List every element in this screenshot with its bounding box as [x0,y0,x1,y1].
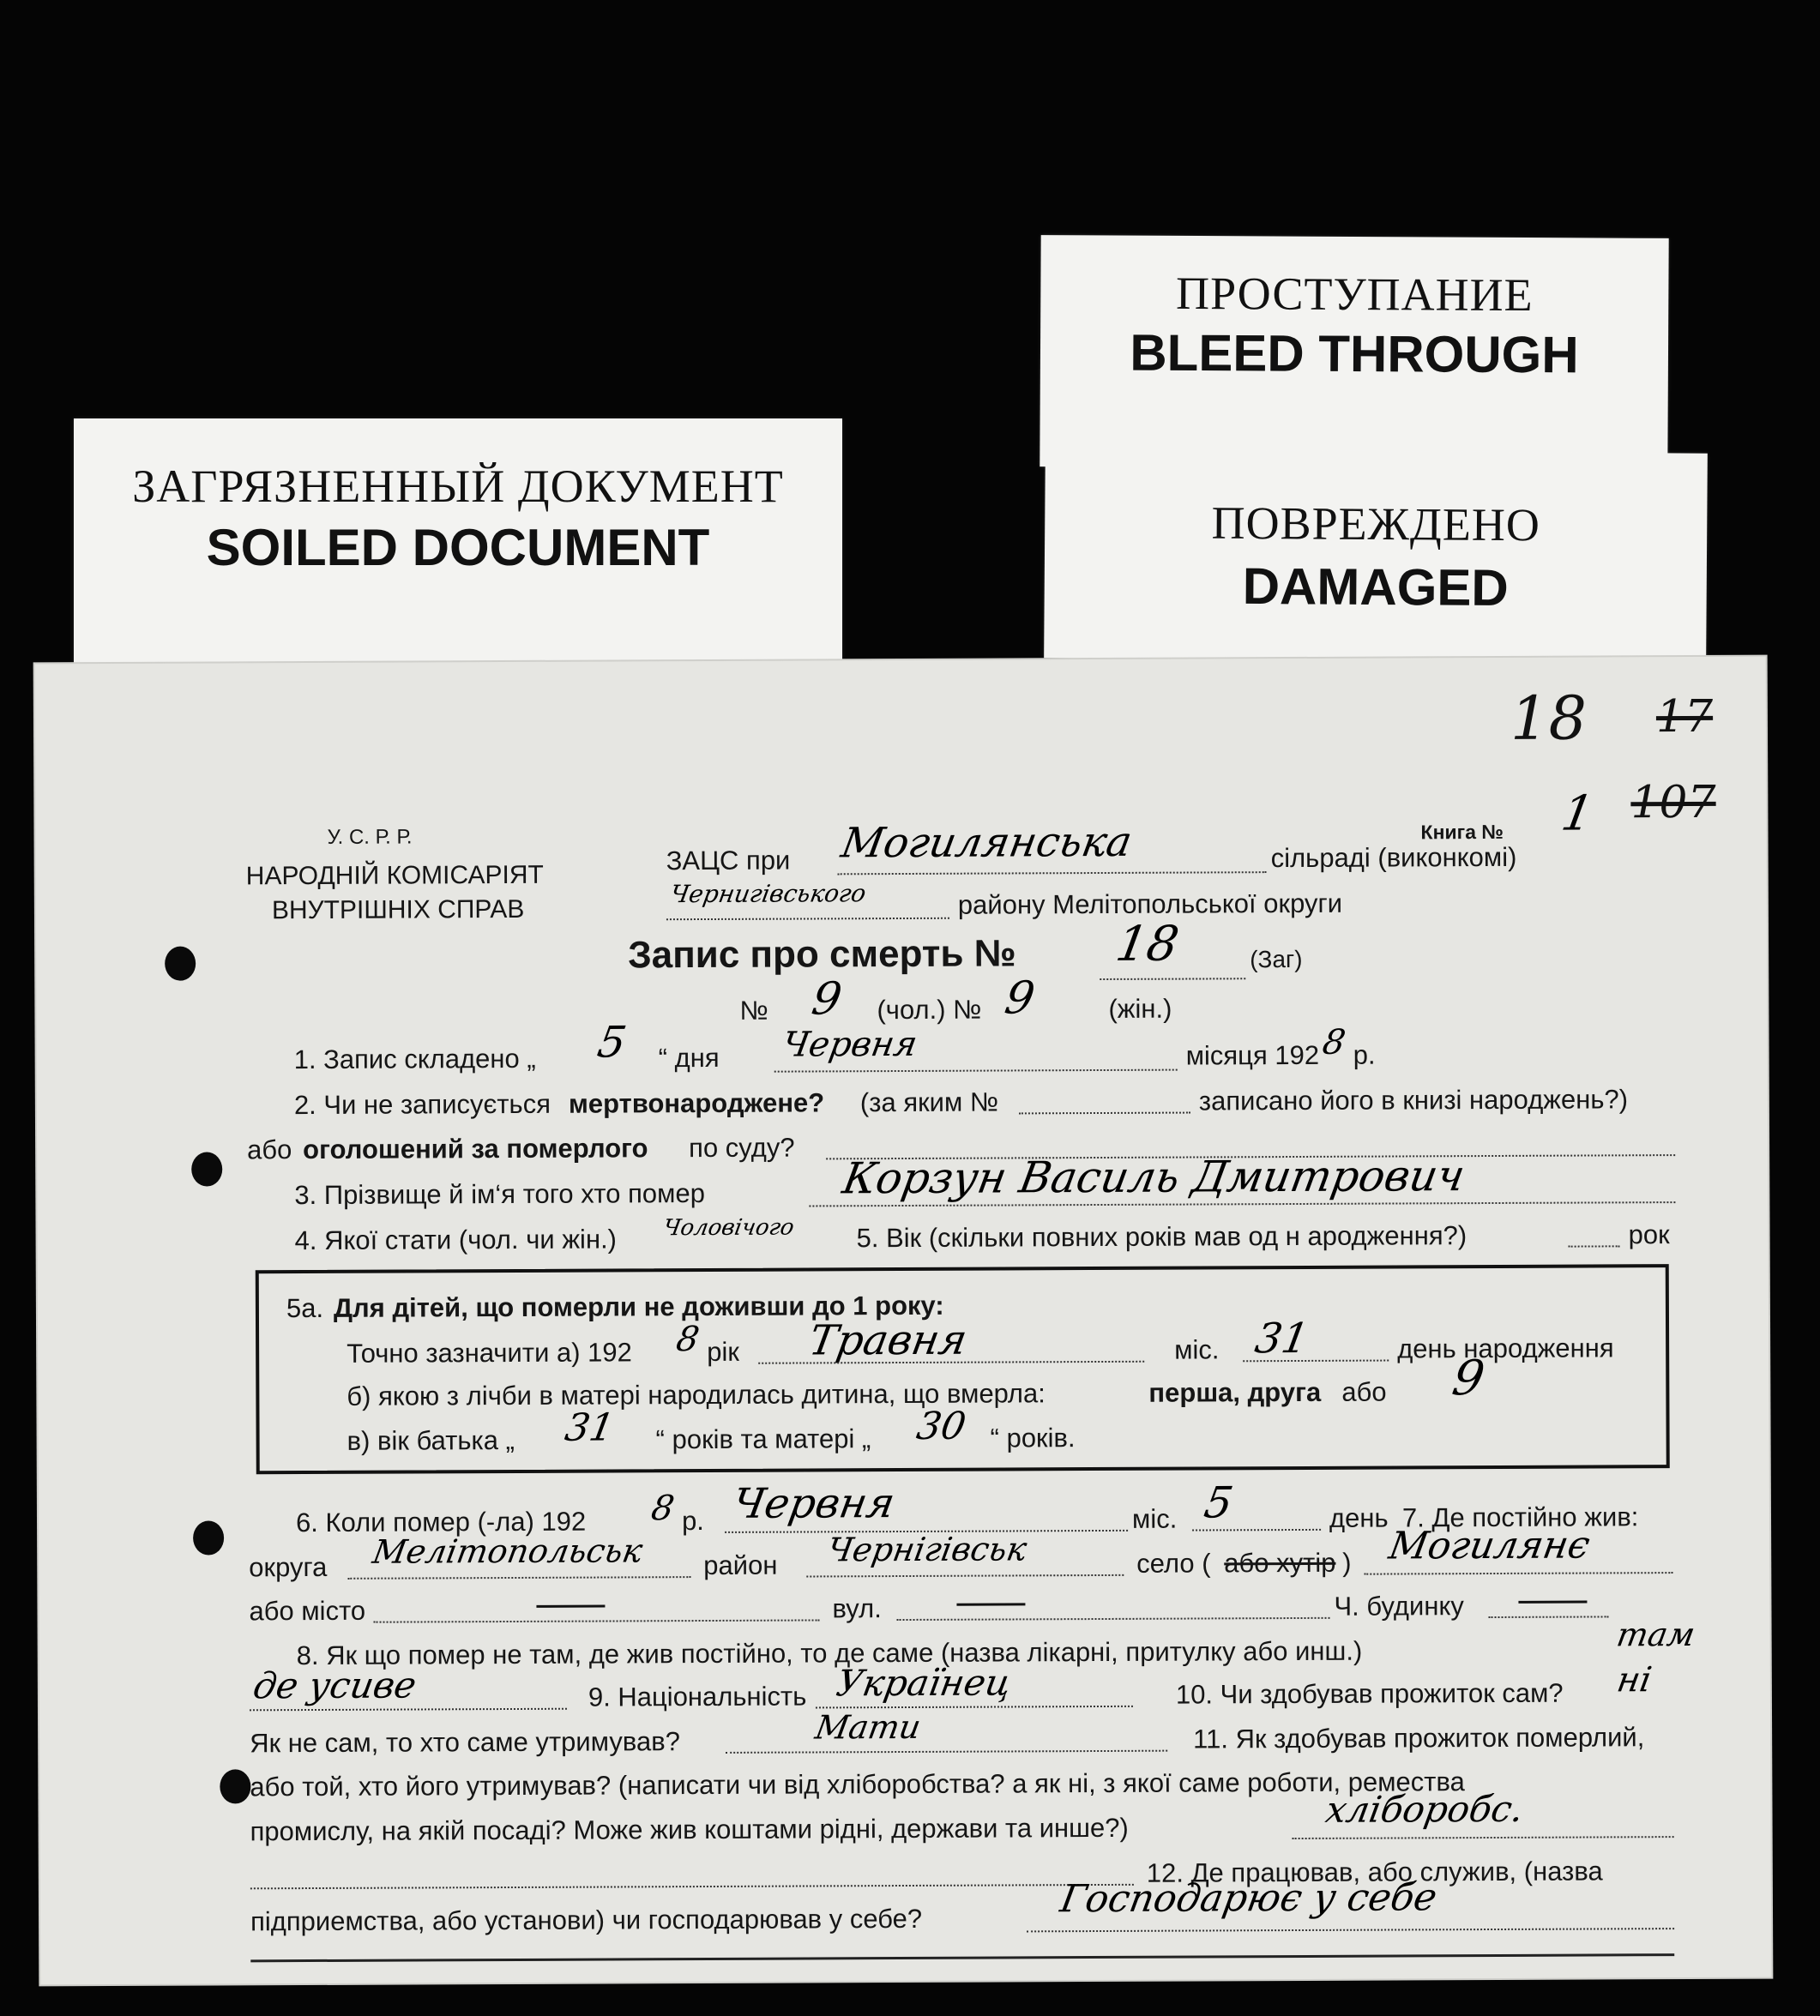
street-dash [956,1603,1025,1605]
bleed-through-label [1040,235,1668,470]
narkom-line-2: ВНУТРІШНІХ СПРАВ [271,894,525,925]
field6-label: 6. Коли помер (-ла) 192 [295,1506,587,1538]
field5a-year: 8 [673,1320,702,1360]
birth-month: Травня [805,1315,971,1365]
field3-label: 3. Прізвище й ім‘я того хто помер [294,1178,705,1211]
misto-line [374,1619,820,1622]
field6-day-label: день [1329,1502,1389,1533]
ussr-heading: У. С. Р. Р. [327,825,413,849]
field5a-month-label: міс. [1174,1334,1220,1365]
punch-hole [193,1520,224,1555]
record-title: Запис про смерть № [628,932,1016,977]
field4-label: 4. Якої стати (чол. чи жін.) [294,1224,618,1256]
occupation-line-2 [250,1884,1134,1889]
selo-line [1364,1572,1672,1575]
misto-dash [536,1605,605,1608]
death-record-form [35,657,1772,1985]
field1-day: 5 [594,1017,630,1068]
field5c-mid: “ років та матері „ [655,1423,871,1455]
male-number: 9 [808,973,846,1026]
raion-line [666,918,949,920]
field10-label: 10. Чи здобував прожиток сам? [1175,1677,1564,1710]
field2-stillborn: мертвонароджене? [568,1087,825,1119]
field1-month-line [774,1069,1178,1073]
soiled-label-ru: ЗАГРЯЗНЕННЫЙ ДОКУМЕНТ [132,460,784,512]
street-line [897,1617,1330,1621]
field5a-number: 5а. [286,1292,324,1324]
field5b-options: перша, друга [1148,1376,1322,1408]
field1-day-label: “ дня [658,1042,720,1074]
field6-day-line [1192,1529,1321,1532]
punch-hole [191,1152,222,1186]
selo-label: село ( [1136,1548,1211,1579]
field2-court: по суду? [689,1132,795,1164]
male-label: (чол.) № [877,994,982,1026]
field12-line-2: підприемства, або установи) чи господарював у себе? [250,1903,923,1937]
birth-order: 9 [1448,1351,1489,1407]
field1-label: 1. Запис складено „ [293,1043,536,1075]
misto-label: або місто [249,1595,366,1627]
field2-or: або [247,1134,292,1165]
mother-age: 30 [913,1404,969,1448]
okruga-line [347,1576,690,1580]
street-label: вул. [832,1593,882,1624]
zags-label: ЗАЦС при [666,845,791,876]
field5a-year-suffix: рік [707,1336,739,1367]
soiled-document-label [74,418,842,676]
field5a-label: Точно зазначити а) 192 [347,1337,632,1369]
field1-year: 8 [1319,1022,1348,1062]
supporter-line [726,1750,1167,1754]
field5a-heading: Для дітей, що померли не доживши до 1 року: [333,1290,944,1323]
corner-number-107: 107 [1630,776,1716,829]
father-age: 31 [562,1405,618,1450]
selo-value: Могилянє [1385,1523,1594,1568]
death-month: Червня [729,1479,899,1528]
occupation-line [1293,1836,1674,1839]
field5a-day-label: день народження [1397,1333,1614,1364]
field8-value-2: де усиве [250,1664,420,1707]
soiled-label-en: SOILED DOCUMENT [206,519,710,576]
field1-month: Червня [779,1024,920,1065]
birth-day: 31 [1251,1314,1312,1363]
record-number-line [1100,978,1245,980]
record-number: 18 [1112,916,1183,972]
house-label: Ч. будинку [1334,1591,1464,1622]
field7-label: 7. Де постійно жив: [1401,1501,1639,1533]
workplace: Господарює у себе [1057,1875,1441,1922]
female-number: 9 [1001,972,1039,1025]
field8-line [250,1708,567,1712]
book-number: 1 [1557,785,1598,842]
house-line [1489,1616,1609,1618]
book-label: Книга № [1420,820,1504,844]
field9-label: 9. Національність [588,1681,807,1712]
damaged-label-en: DAMAGED [1242,557,1509,617]
bottom-rule [250,1953,1674,1962]
deceased-name: Корзун Василь Дмитрович [839,1151,1469,1204]
field2-suffix: записано його в книзі народжень?) [1198,1084,1629,1116]
field5-label: 5. Вік (скільки повних років мав од н ародження?) [856,1220,1467,1254]
field2-number-label: (за яким № [859,1086,999,1118]
field5-suffix: рок [1628,1219,1670,1250]
okruga-value: Мелітопольськ [370,1532,646,1571]
field8-value-1: там [1613,1615,1698,1654]
village-suffix: сільраді (виконкомі) [1270,841,1517,874]
field1-year-label: місяця 192 [1185,1039,1320,1071]
raion-suffix: району Мелітопольської округи [957,888,1343,920]
selo-struck: або хутір [1224,1547,1336,1579]
field11-label: 11. Як здобував прожиток померлий, [1193,1722,1645,1754]
house-dash [1518,1601,1587,1604]
field5c-suffix: “ років. [990,1423,1076,1453]
punch-hole [165,947,196,981]
raion-line [806,1574,1124,1578]
field2-declared: оголошений за померлого [303,1133,648,1165]
field6-year-suffix: р. [681,1506,704,1537]
supporter-label: Як не сам, то хто саме утримував? [250,1726,680,1759]
record-zag: (Заг) [1250,945,1303,973]
bleed-label-ru: ПРОСТУПАНИЕ [1175,267,1534,322]
death-day: 5 [1200,1477,1237,1528]
corner-number-18: 18 [1510,683,1588,754]
field11-line-2: або той, хто його утримував? (написати чи від хліборобства? а як ні, з якої саме роботи, ремества [250,1766,1465,1802]
village-line [838,871,1267,875]
field2-number-line [1019,1112,1190,1115]
raion-value: Чернігівськ [824,1530,1030,1569]
deceased-sex: Чоловічого [660,1214,797,1242]
bleed-label-en: BLEED THROUGH [1130,323,1579,384]
field8-label: 8. Як що помер не там, де жив постійно, то де саме (назва лікарні, притулку або инш.) [296,1635,1363,1671]
field12-label: 12. Де працював, або служив, (назва [1146,1856,1603,1888]
damaged-label-ru: ПОВРЕЖДЕНО [1211,496,1541,551]
punch-hole [220,1769,250,1803]
village-council: Могилянська [837,817,1136,868]
field5b-label: б) якою з лічби в матері народилась дитина, що вмерла: [347,1378,1046,1411]
field1-year-suffix: р. [1353,1039,1376,1070]
damaged-label [1044,448,1708,662]
corner-number-17: 17 [1655,690,1714,743]
field6-month-label: міс. [1131,1503,1178,1534]
narkom-line-1: НАРОДНІЙ КОМІСАРІЯТ [245,860,544,891]
occupation: хліборобс. [1323,1787,1528,1831]
raion-name: Чернигівського [667,879,869,909]
field5-line [1569,1245,1620,1247]
field5c-label: в) вік батька „ [347,1424,515,1456]
field11-line-3: промислу, на якій посаді? Може жив коштами рідні, держави та инше?) [250,1812,1129,1847]
raion-label: район [703,1550,778,1581]
field5b-or: або [1341,1376,1387,1407]
field2-label: 2. Чи не записується [293,1088,551,1121]
male-no-label: № [739,995,768,1026]
female-label: (жін.) [1108,993,1172,1024]
supporter-value: Мати [812,1707,924,1747]
workplace-line [1027,1928,1674,1932]
nationality: Українец [833,1661,1015,1705]
selo-close: ) [1342,1547,1352,1578]
okruga-label: округа [249,1551,328,1583]
self-supported: ні [1613,1660,1654,1700]
death-year: 8 [648,1489,678,1529]
